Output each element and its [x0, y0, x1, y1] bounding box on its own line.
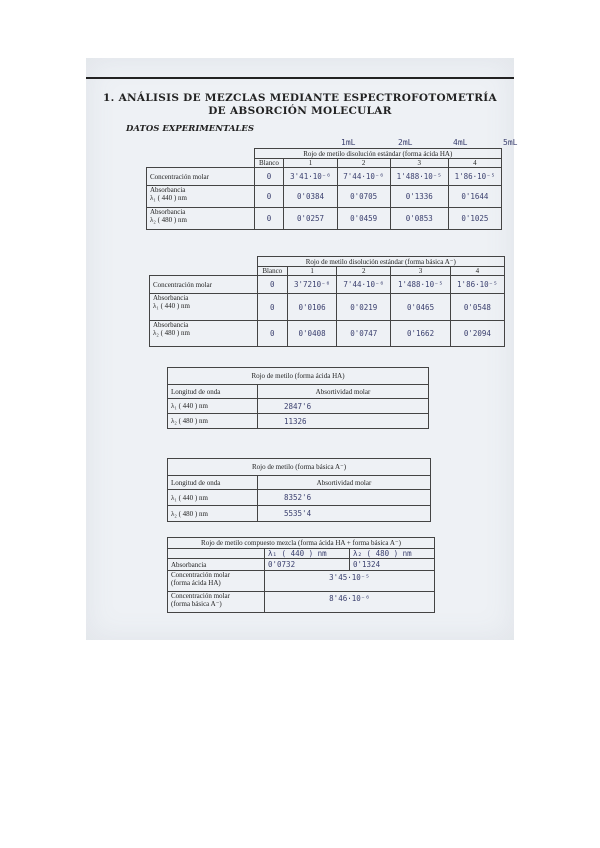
row-label-line: (forma ácida HA) — [171, 579, 221, 587]
table-row — [150, 294, 505, 321]
cell-value: 0'0459 — [337, 208, 390, 230]
row-label-line: Absorbancia — [150, 186, 186, 194]
row-label — [150, 294, 258, 321]
cell-value: 7'44·10⁻⁶ — [337, 168, 390, 186]
column-header: λ₂ ( 480 ) nm — [350, 549, 435, 559]
row-label: λ₁ ( 440 ) nm — [168, 399, 258, 414]
row-label: λ₂ ( 480 ) nm — [168, 506, 258, 522]
column-header: 3 — [391, 267, 450, 276]
row-label — [147, 186, 255, 208]
table-header: Rojo de metilo compuesto mezcla (forma ácida HA + forma básica A⁻) — [168, 538, 435, 549]
table-row — [168, 506, 431, 522]
cell-value: 0'0732 — [265, 559, 350, 571]
row-label-line: Concentración molar — [171, 592, 230, 600]
column-header: λ₁ ( 440 ) nm — [265, 549, 350, 559]
table-row — [168, 490, 431, 506]
row-label-line: λ₁ ( 440 ) nm — [150, 194, 187, 202]
row-label — [150, 321, 258, 347]
column-header: 2 — [337, 267, 391, 276]
column-header: 1 — [284, 159, 337, 168]
volume-label: 2mL — [398, 138, 413, 147]
cell-value: 1'86·10⁻⁵ — [448, 168, 501, 186]
row-label-line: λ₁ ( 440 ) nm — [153, 302, 190, 310]
table-basic-standard — [149, 256, 505, 347]
row-label — [147, 208, 255, 230]
cell-value: 0'0747 — [337, 321, 391, 347]
cell-value: 0'0384 — [284, 186, 337, 208]
cell-value: 0'0106 — [288, 294, 337, 321]
column-header: 4 — [450, 267, 504, 276]
title-line-2: DE ABSORCIÓN MOLECULAR — [208, 105, 392, 117]
row-label-line: λ₂ ( 480 ) nm — [153, 329, 190, 337]
cell-value: 8'46·10⁻⁶ — [265, 592, 435, 613]
row-label: λ₁ ( 440 ) nm — [168, 490, 258, 506]
document-sheet — [86, 58, 518, 640]
column-header: Blanco — [254, 159, 284, 168]
table-row — [168, 571, 435, 592]
cell-value: 3'45·10⁻⁵ — [265, 571, 435, 592]
row-label: Absorbancia — [168, 559, 265, 571]
table-header: Rojo de metilo (forma ácida HA) — [168, 368, 429, 385]
cell-value: 0'0257 — [284, 208, 337, 230]
cell-value: 0 — [257, 321, 288, 347]
cell-value: 0 — [257, 294, 288, 321]
cell-value: 0'0853 — [390, 208, 448, 230]
row-label-line: Concentración molar — [171, 571, 230, 579]
column-header: 1 — [288, 267, 337, 276]
table-acid-absortivity — [167, 367, 429, 429]
column-header: Longitud de onda — [168, 476, 258, 490]
row-label-line: Absorbancia — [153, 294, 189, 302]
cell-value: 8352'6 — [258, 490, 431, 506]
row-label: Concentración molar — [150, 276, 258, 294]
cell-value: 7'44·10⁻⁶ — [337, 276, 391, 294]
cell-value: 0'1324 — [350, 559, 435, 571]
cell-value: 0'1336 — [390, 186, 448, 208]
cell-value: 3'7210⁻⁶ — [288, 276, 337, 294]
column-header: 3 — [390, 159, 448, 168]
table-row — [150, 321, 505, 347]
row-label — [168, 592, 265, 613]
cell-value: 1'86·10⁻⁵ — [450, 276, 504, 294]
cell-value: 0'1662 — [391, 321, 450, 347]
cell-value: 0'0465 — [391, 294, 450, 321]
row-label-line: (forma básica A⁻) — [171, 600, 222, 608]
row-label: λ₂ ( 480 ) nm — [168, 414, 258, 429]
cell-value: 0'1644 — [448, 186, 501, 208]
section-heading: DATOS EXPERIMENTALES — [126, 124, 255, 134]
column-header: Longitud de onda — [168, 385, 258, 399]
table-row — [147, 186, 502, 208]
table-basic-absortivity — [167, 458, 431, 522]
column-header: 2 — [337, 159, 390, 168]
table-row — [168, 559, 435, 571]
table-row — [168, 592, 435, 613]
volume-label: 5mL — [503, 138, 518, 147]
column-header: Absortividad molar — [258, 476, 431, 490]
row-label — [168, 571, 265, 592]
cell-value: 0'0408 — [288, 321, 337, 347]
cell-value: 0'0219 — [337, 294, 391, 321]
title-line-1: 1. ANÁLISIS DE MEZCLAS MEDIANTE ESPECTROFOTOMETRÍA — [103, 92, 497, 104]
table-mixture — [167, 537, 435, 613]
cell-value: 11326 — [258, 414, 429, 429]
volume-label: 4mL — [453, 138, 468, 147]
document-title — [102, 92, 498, 118]
table-row — [150, 276, 505, 294]
cell-value: 1'488·10⁻⁵ — [391, 276, 450, 294]
cell-value: 0'0548 — [450, 294, 504, 321]
cell-value: 1'488·10⁻⁵ — [390, 168, 448, 186]
row-label-line: Absorbancia — [150, 208, 186, 216]
column-header: 4 — [448, 159, 501, 168]
cell-value: 3'41·10⁻⁶ — [284, 168, 337, 186]
table-row — [147, 208, 502, 230]
table-row — [168, 399, 429, 414]
cell-value: 0 — [257, 276, 288, 294]
cell-value: 0 — [254, 168, 284, 186]
table-header: Rojo de metilo disolución estándar (forma ácida HA) — [254, 149, 502, 159]
cell-value: 0'2094 — [450, 321, 504, 347]
row-label-line: λ₂ ( 480 ) nm — [150, 216, 187, 224]
table-row — [147, 168, 502, 186]
table-acid-standard — [146, 148, 502, 230]
cell-value: 2847'6 — [258, 399, 429, 414]
table-header: Rojo de metilo (forma básica A⁻) — [168, 459, 431, 476]
row-label-line: Absorbancia — [153, 321, 189, 329]
cell-value: 0 — [254, 186, 284, 208]
cell-value: 0'1025 — [448, 208, 501, 230]
row-label: Concentración molar — [147, 168, 255, 186]
column-header: Absortividad molar — [258, 385, 429, 399]
table-row — [168, 414, 429, 429]
column-header: Blanco — [257, 267, 288, 276]
cell-value: 0 — [254, 208, 284, 230]
top-rule — [86, 77, 514, 79]
table-header: Rojo de metilo disolución estándar (forma básica A⁻) — [257, 257, 505, 267]
cell-value: 0'0705 — [337, 186, 390, 208]
cell-value: 5535'4 — [258, 506, 431, 522]
volume-label: 1mL — [341, 138, 356, 147]
